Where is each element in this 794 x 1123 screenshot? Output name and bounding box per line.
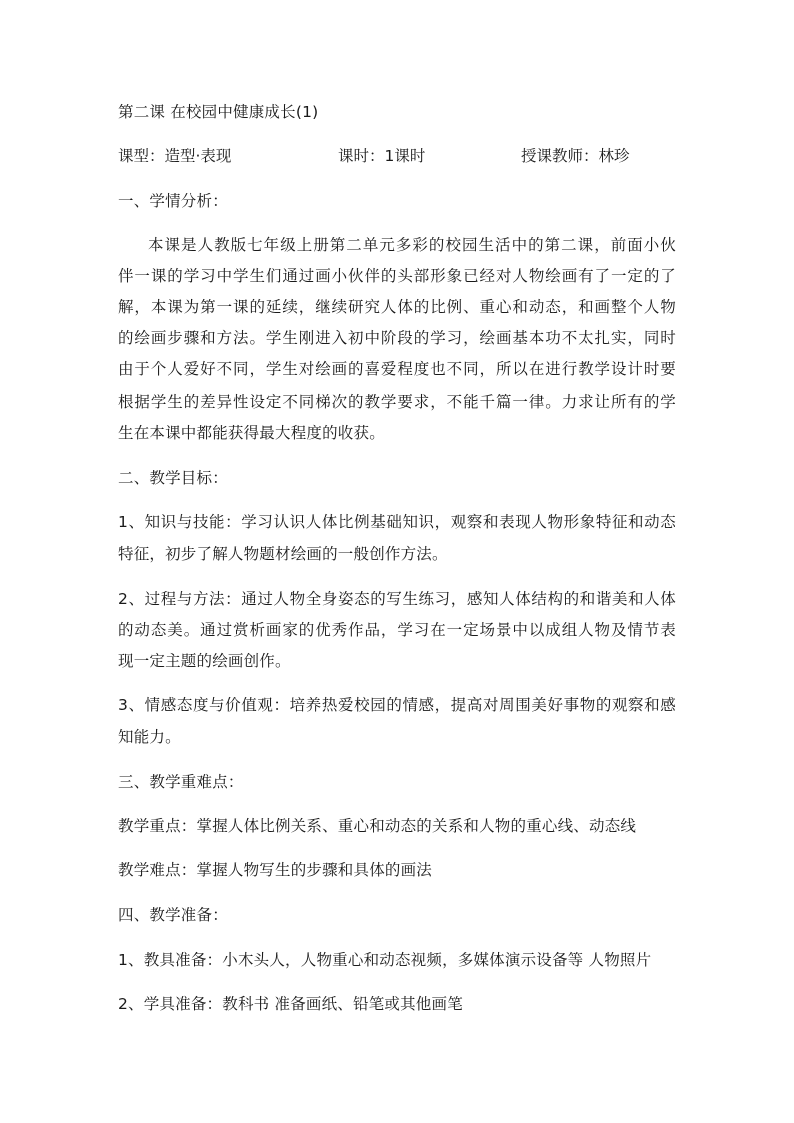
analysis-line: 生在本课中都能获得最大程度的收获。 xyxy=(118,424,385,442)
lesson-type: 课型：造型·表现 xyxy=(118,147,232,165)
section-heading-keypoints: 三、教学重难点： xyxy=(118,773,244,791)
lesson-title: 第二课 在校园中健康成长(1) xyxy=(118,103,319,121)
goal-2-line: 的动态美。通过赏析画家的优秀作品，学习在一定场景中以成组人物及情节表 xyxy=(118,621,676,639)
preparation-student-tools: 2、学具准备：教科书 准备画纸、铅笔或其他画笔 xyxy=(118,995,463,1013)
goal-2-line: 2、过程与方法：通过人物全身姿态的写生练习，感知人体结构的和谐美和人体 xyxy=(118,590,676,608)
lesson-hours: 课时：1课时 xyxy=(338,147,426,165)
analysis-line: 由于个人爱好不同，学生对绘画的喜爱程度也不同，所以在进行教学设计时要 xyxy=(118,360,676,378)
teaching-keypoint: 教学重点：掌握人体比例关系、重心和动态的关系和人物的重心线、动态线 xyxy=(118,817,637,835)
section-heading-preparation: 四、教学准备： xyxy=(118,906,228,924)
goal-3-line: 知能力。 xyxy=(118,728,181,746)
analysis-line: 解，本课为第一课的延续，继续研究人体的比例、重心和动态，和画整个人物 xyxy=(118,298,676,316)
preparation-teacher-tools: 1、教具准备：小木头人，人物重心和动态视频，多媒体演示设备等 人物照片 xyxy=(118,951,652,969)
goal-3-line: 3、情感态度与价值观：培养热爱校园的情感，提高对周围美好事物的观察和感 xyxy=(118,696,676,714)
teaching-difficulty: 教学难点：掌握人物写生的步骤和具体的画法 xyxy=(118,861,433,879)
analysis-line: 根据学生的差异性设定不同梯次的教学要求，不能千篇一律。力求让所有的学 xyxy=(118,393,676,411)
goal-1-line: 特征，初步了解人物题材绘画的一般创作方法。 xyxy=(118,545,448,563)
section-heading-analysis: 一、学情分析： xyxy=(118,192,228,210)
section-heading-goals: 二、教学目标： xyxy=(118,469,228,487)
lesson-teacher: 授课教师：林珍 xyxy=(521,147,630,165)
analysis-line: 的绘画步骤和方法。学生刚进入初中阶段的学习，绘画基本功不太扎实，同时 xyxy=(118,329,676,347)
goal-1-line: 1、知识与技能：学习认识人体比例基础知识，观察和表现人物形象特征和动态 xyxy=(118,513,676,531)
goal-2-line: 现一定主题的绘画创作。 xyxy=(118,652,291,670)
analysis-line: 伴一课的学习中学生们通过画小伙伴的头部形象已经对人物绘画有了一定的了 xyxy=(118,267,676,285)
analysis-line: 本课是人教版七年级上册第二单元多彩的校园生活中的第二课，前面小伙 xyxy=(148,236,676,254)
